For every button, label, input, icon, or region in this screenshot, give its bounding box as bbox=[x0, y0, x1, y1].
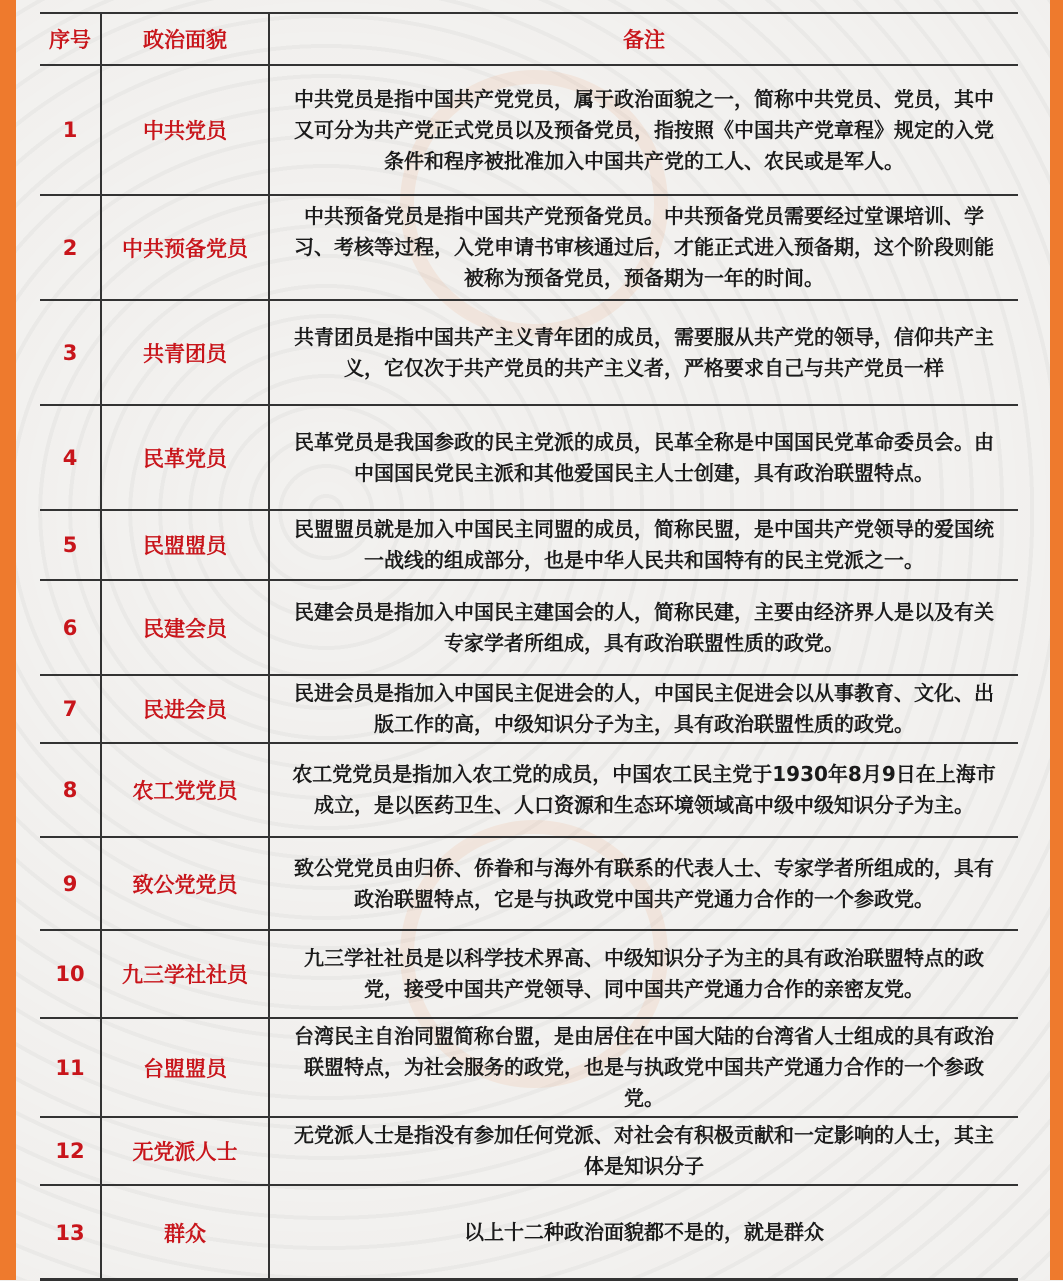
table-row bbox=[40, 837, 1018, 930]
political-status: 九三学社社员 bbox=[101, 930, 269, 1018]
row-note: 以上十二种政治面貌都不是的，就是群众 bbox=[269, 1185, 1018, 1280]
row-number: 11 bbox=[40, 1018, 101, 1117]
political-status: 中共预备党员 bbox=[101, 195, 269, 300]
row-note: 中共党员是指中国共产党党员，属于政治面貌之一，简称中共党员、党员，其中又可分为共产党正式党员以及预备党员，指按照《中国共产党章程》规定的入党条件和程序被批准加入中国共产党的工人、农民或是军人。 bbox=[269, 65, 1018, 195]
row-number: 3 bbox=[40, 300, 101, 405]
political-status: 致公党党员 bbox=[101, 837, 269, 930]
row-number: 6 bbox=[40, 580, 101, 675]
political-status: 共青团员 bbox=[101, 300, 269, 405]
table-row bbox=[40, 300, 1018, 405]
row-number: 10 bbox=[40, 930, 101, 1018]
row-number: 7 bbox=[40, 675, 101, 743]
political-status: 民盟盟员 bbox=[101, 510, 269, 580]
row-number: 4 bbox=[40, 405, 101, 510]
table-row bbox=[40, 1018, 1018, 1117]
table-row bbox=[40, 65, 1018, 195]
table-row bbox=[40, 580, 1018, 675]
political-status: 中共党员 bbox=[101, 65, 269, 195]
row-note: 民革党员是我国参政的民主党派的成员，民革全称是中国国民党革命委员会。由中国国民党民主派和其他爱国民主人士创建，具有政治联盟特点。 bbox=[269, 405, 1018, 510]
row-note: 九三学社社员是以科学技术界高、中级知识分子为主的具有政治联盟特点的政党，接受中国共产党领导、同中国共产党通力合作的亲密友党。 bbox=[269, 930, 1018, 1018]
row-note: 台湾民主自治同盟简称台盟，是由居住在中国大陆的台湾省人士组成的具有政治联盟特点，为社会服务的政党，也是与执政党中国共产党通力合作的一个参政党。 bbox=[269, 1018, 1018, 1117]
political-status: 群众 bbox=[101, 1185, 269, 1280]
row-note: 中共预备党员是指中国共产党预备党员。中共预备党员需要经过堂课培训、学习、考核等过程，入党申请书审核通过后，才能正式进入预备期，这个阶段则能被称为预备党员，预备期为一年的时间。 bbox=[269, 195, 1018, 300]
table-row bbox=[40, 675, 1018, 743]
row-note: 共青团员是指中国共产主义青年团的成员，需要服从共产党的领导，信仰共产主义，它仅次于共产党员的共产主义者，严格要求自己与共产党员一样 bbox=[269, 300, 1018, 405]
table-row bbox=[40, 1185, 1018, 1280]
table-row bbox=[40, 1117, 1018, 1185]
row-note: 民进会员是指加入中国民主促进会的人，中国民主促进会以从事教育、文化、出版工作的高，中级知识分子为主，具有政治联盟性质的政党。 bbox=[269, 675, 1018, 743]
row-note: 致公党党员由归侨、侨眷和与海外有联系的代表人士、专家学者所组成的，具有政治联盟特点，它是与执政党中国共产党通力合作的一个参政党。 bbox=[269, 837, 1018, 930]
political-status: 台盟盟员 bbox=[101, 1018, 269, 1117]
row-number: 12 bbox=[40, 1117, 101, 1185]
row-note: 民盟盟员就是加入中国民主同盟的成员，简称民盟，是中国共产党领导的爱国统一战线的组成部分，也是中华人民共和国特有的民主党派之一。 bbox=[269, 510, 1018, 580]
table-row bbox=[40, 405, 1018, 510]
political-status: 无党派人士 bbox=[101, 1117, 269, 1185]
table-row bbox=[40, 743, 1018, 837]
header-note: 备注 bbox=[269, 13, 1018, 65]
header-no: 序号 bbox=[40, 13, 101, 65]
header-status: 政治面貌 bbox=[101, 13, 269, 65]
row-number: 9 bbox=[40, 837, 101, 930]
row-number: 1 bbox=[40, 65, 101, 195]
left-orange-border bbox=[0, 0, 16, 1280]
table-row bbox=[40, 195, 1018, 300]
row-number: 5 bbox=[40, 510, 101, 580]
row-note: 民建会员是指加入中国民主建国会的人，简称民建，主要由经济界人是以及有关专家学者所组成，具有政治联盟性质的政党。 bbox=[269, 580, 1018, 675]
row-note: 农工党党员是指加入农工党的成员，中国农工民主党于1930年8月9日在上海市成立，是以医药卫生、人口资源和生态环境领域高中级中级知识分子为主。 bbox=[269, 743, 1018, 837]
table-header bbox=[40, 13, 1018, 65]
table-row bbox=[40, 930, 1018, 1018]
row-note: 无党派人士是指没有参加任何党派、对社会有积极贡献和一定影响的人士，其主体是知识分子 bbox=[269, 1117, 1018, 1185]
political-status: 民革党员 bbox=[101, 405, 269, 510]
row-number: 8 bbox=[40, 743, 101, 837]
political-status-table bbox=[40, 12, 1018, 1281]
political-status: 民进会员 bbox=[101, 675, 269, 743]
row-number: 2 bbox=[40, 195, 101, 300]
political-status: 农工党党员 bbox=[101, 743, 269, 837]
right-orange-border bbox=[1050, 0, 1063, 1280]
row-number: 13 bbox=[40, 1185, 101, 1280]
political-status: 民建会员 bbox=[101, 580, 269, 675]
table-row bbox=[40, 510, 1018, 580]
